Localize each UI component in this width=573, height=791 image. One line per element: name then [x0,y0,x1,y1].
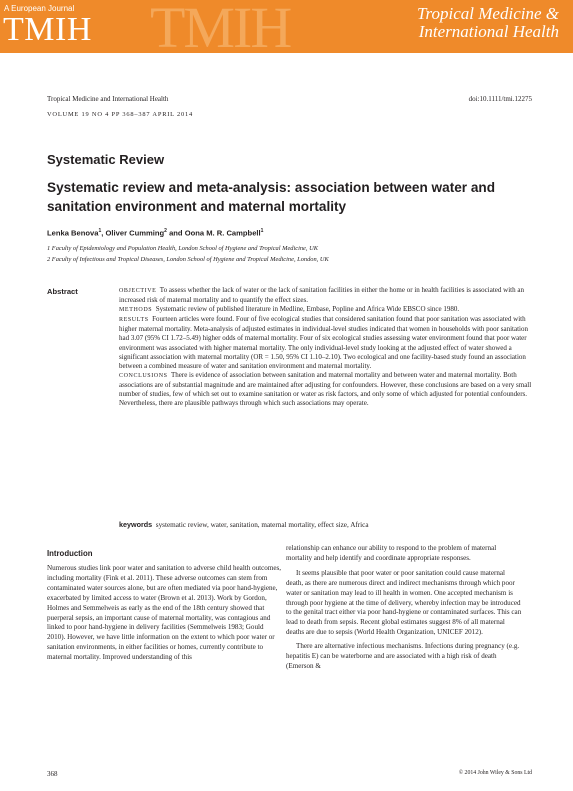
section-heading: Systematic Review [47,152,165,167]
abstract-objective [119,286,532,305]
author-affiliation-mark: 1 [260,228,264,234]
conclusions-text: There is evidence of association between sanitation and maternal mortality and between water and maternal mortality. Both associations are of substantial magnitude and are maintained after adjusting for confounders. However, these conclusions are based on a very small number of studies, few of which set out to examine sanitation or water as risk factors, and only some of which adjusted for potential confounders. Nevertheless, there are plausible pathways through which such associations may operate. [119,370,532,408]
abstract-label: Abstract [47,287,78,296]
abstract-methods [119,305,532,315]
journal-banner [0,0,573,53]
volume-line: VOLUME 19 NO 4 PP 368–387 APRIL 2014 [47,111,194,118]
intro-left-column [47,564,283,663]
journal-logo: TMIH [3,11,92,48]
introduction-heading: Introduction [47,549,93,558]
journal-title-line2: International Health [418,22,559,41]
author-separator: and [166,228,185,238]
results-text: Fourteen articles were found. Four of five ecological studies that considered sanitation found that poor sanitation was associated with higher maternal mortality. Meta-analysis of adjusted estimates in individual-level studies indicated that women in households with poor sanitation had 3.07 (95% CI 1.72–5.49) higher odds of maternal mortality. Four of six ecological studies assessing water environment found that poor water environment was associated with higher maternal mortality. The only individual-level study looking at the adjusted effect of water showed a significant association with maternal mortality (OR = 1.50, 95% CI 1.10–2.10). Two ecological and one facility-based study found an association between a combined measure of water and sanitation environment and maternal mortality. [119,315,528,370]
keywords-text: systematic review, water, sanitation, maternal mortality, effect size, Africa [155,521,369,529]
running-journal-name: Tropical Medicine and International Health [47,95,169,103]
intro-paragraph: It seems plausible that poor water or poor sanitation could cause maternal death, as there are numerous direct and indirect mechanisms through which poor water or sanitation may lead to ill health in women. One accepted mechanism is through poor hygiene at the time of delivery, whereby infection may be introduced to the genital tract either via poor hand-hygiene or contaminated surfaces. This can lead to death from sepsis. Recent global estimates suggest 8% of all maternal deaths are due to sepsis (World Health Organization, UNICEF 2012). [286,568,522,637]
author-name[interactable]: Lenka Benova [47,228,99,238]
author-affiliation-mark: 1 [98,228,102,234]
intro-paragraph: There are alternative infectious mechanisms. Infections during pregnancy (e.g. hepatitis E) can be waterborne and are associated with a high risk of death (Emerson & [286,642,520,670]
page-number: 368 [47,770,58,778]
banner-watermark: TMIH [150,0,291,53]
author-list [47,228,263,238]
affiliation-2: 2 Faculty of Infectious and Tropical Diseases, London School of Hygiene and Tropical Medicine, London, UK [47,256,329,263]
author-separator: , [101,228,106,238]
doi[interactable]: doi:10.1111/tmi.12275 [468,95,532,103]
abstract-body [119,286,532,408]
copyright-notice: © 2014 John Wiley & Sons Ltd [458,770,532,776]
european-journal-label: A European Journal [4,4,75,13]
abstract-results [119,315,532,371]
methods-label: METHODS [119,307,153,314]
conclusions-label: CONCLUSIONS [119,372,168,379]
abstract-conclusions [119,371,532,408]
author-name[interactable]: Oona M. R. Campbell [184,228,261,238]
article-title: Systematic review and meta-analysis: association between water and sanitation environment and maternal mortality [47,180,496,214]
objective-label: OBJECTIVE [119,288,157,294]
author-affiliation-mark: 2 [164,228,167,234]
intro-paragraph: relationship can enhance our ability to respond to the problem of maternal mortality and help identify and coordinate appropriate responses. [286,544,497,562]
affiliation-1: 1 Faculty of Epidemiology and Population Health, London School of Hygiene and Tropical Medicine, UK [47,245,318,252]
objective-text: To assess whether the lack of water or the lack of sanitation facilities in either the home or in health facilities is associated with an increased risk of maternal mortality and to quantify the effect sizes. [119,286,524,305]
results-label: RESULTS [119,317,149,324]
journal-full-title [417,5,559,41]
journal-title-line1: Tropical Medicine & [417,4,559,23]
author-name[interactable]: Oliver Cumming [105,228,165,238]
methods-text: Systematic review of published literature in Medline, Embase, Popline and Africa Wide EBSCO since 1980. [155,305,460,314]
intro-right-column [286,544,522,672]
keywords-label: keywords [119,520,153,529]
keywords-line [119,520,369,529]
intro-paragraph: Numerous studies link poor water and sanitation to adverse child health outcomes, including mortality (Fink et al. 2011). These adverse outcomes can stem from contaminated water sources alone, but are often mediated via poor hand-hygiene, exacerbated by limited access to water (Brown et al. 2013). Work by Gordon, Holmes and Semmelweis as early as the end of the 18th century showed that puerperal sepsis, an important cause of maternal mortality, was contagious and linked to poor hand-hygiene in delivery facilities (Semmelweis 1983; Gould 2010). However, we have little information on the extent to which poor water or sanitation environments, in either facilities or homes, currently contribute to maternal mortality. Improved understanding of this [47,564,282,662]
